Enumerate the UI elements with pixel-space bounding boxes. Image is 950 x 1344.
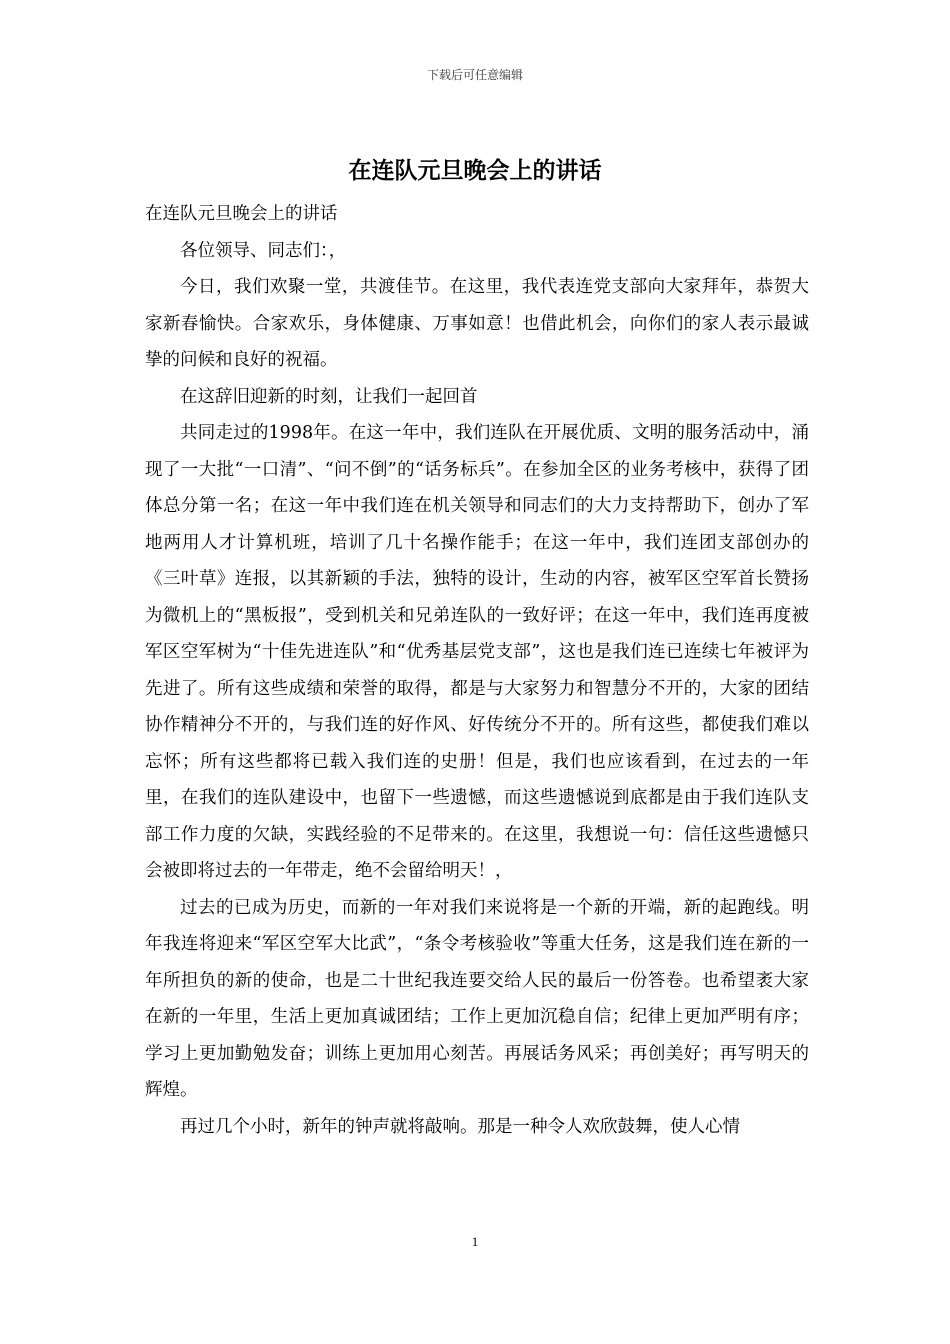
paragraph-achievements: 共同走过的1998年。在这一年中，我们连队在开展优质、文明的服务活动中，涌现了一大批“一口清”、“问不倒”的“话务标兵”。在参加全区的业务考核中，获得了团体总分第一名；在这一年中我们连在机关领导和同志们的大力支持帮助下，创办了军地两用人才计算机班，培训了几十名操作能手；在这一年中，我们连团支部创办的《三叶草》连报，以其新颖的手法，独特的设计，生动的内容，被军区空军首长赞扬为微机上的“黑板报”，受到机关和兄弟连队的一致好评；在这一年中，我们连再度被军区空军树为“十佳先进连队”和“优秀基层党支部”，这也是我们连已连续七年被评为先进了。所有这些成绩和荣誉的取得，都是与大家努力和智慧分不开的，大家的团结协作精神分不开的，与我们连的好作风、好传统分不开的。所有这些，都使我们难以忘怀；所有这些都将已载入我们连的史册！但是，我们也应该看到，在过去的一年里，在我们的连队建设中，也留下一些遗憾，而这些遗憾说到底都是由于我们连队支部工作力度的欠缺，实践经验的不足带来的。在这里，我想说一句：信任这些遗憾只会被即将过去的一年带走，绝不会留给明天！， (145, 423, 809, 881)
paragraph-closing: 再过几个小时，新年的钟声就将敲响。那是一种令人欢欣鼓舞，使人心情 (180, 1116, 740, 1137)
document-body (145, 196, 809, 1145)
paragraph-new-year-goals: 过去的已成为历史，而新的一年对我们来说将是一个新的开端，新的起跑线。明年我连将迎来“军区空军大比武”，“条令考核验收”等重大任务，这是我们连在新的一年所担负的新的使命，也是二十世纪我连要交给人民的最后一份答卷。也希望袤大家在新的一年里，生活上更加真诚团结；工作上更加沉稳自信；纪律上更加严明有序；学习上更加勤勉发奋；训练上更加用心刻苦。再展话务风采；再创美好；再写明天的辉煌。 (145, 897, 809, 1100)
subtitle-line: 在连队元旦晚会上的讲话 (145, 204, 338, 224)
document-title: 在连队元旦晚会上的讲话 (348, 158, 602, 184)
paragraph-reflection-intro: 在这辞旧迎新的时刻，让我们一起回首 (180, 386, 478, 407)
page-number: 1 (471, 1234, 479, 1249)
paragraph-opening: 今日，我们欢聚一堂，共渡佳节。在这里，我代表连党支部向大家拜年，恭贺大家新春愉快。合家欢乐，身体健康、万事如意！也借此机会，向你们的家人表示最诚挚的问候和良好的祝福。 (145, 277, 809, 370)
paragraph-greeting: 各位领导、同志们：， (180, 240, 347, 261)
page-header: 下载后可任意编辑 (426, 68, 523, 82)
